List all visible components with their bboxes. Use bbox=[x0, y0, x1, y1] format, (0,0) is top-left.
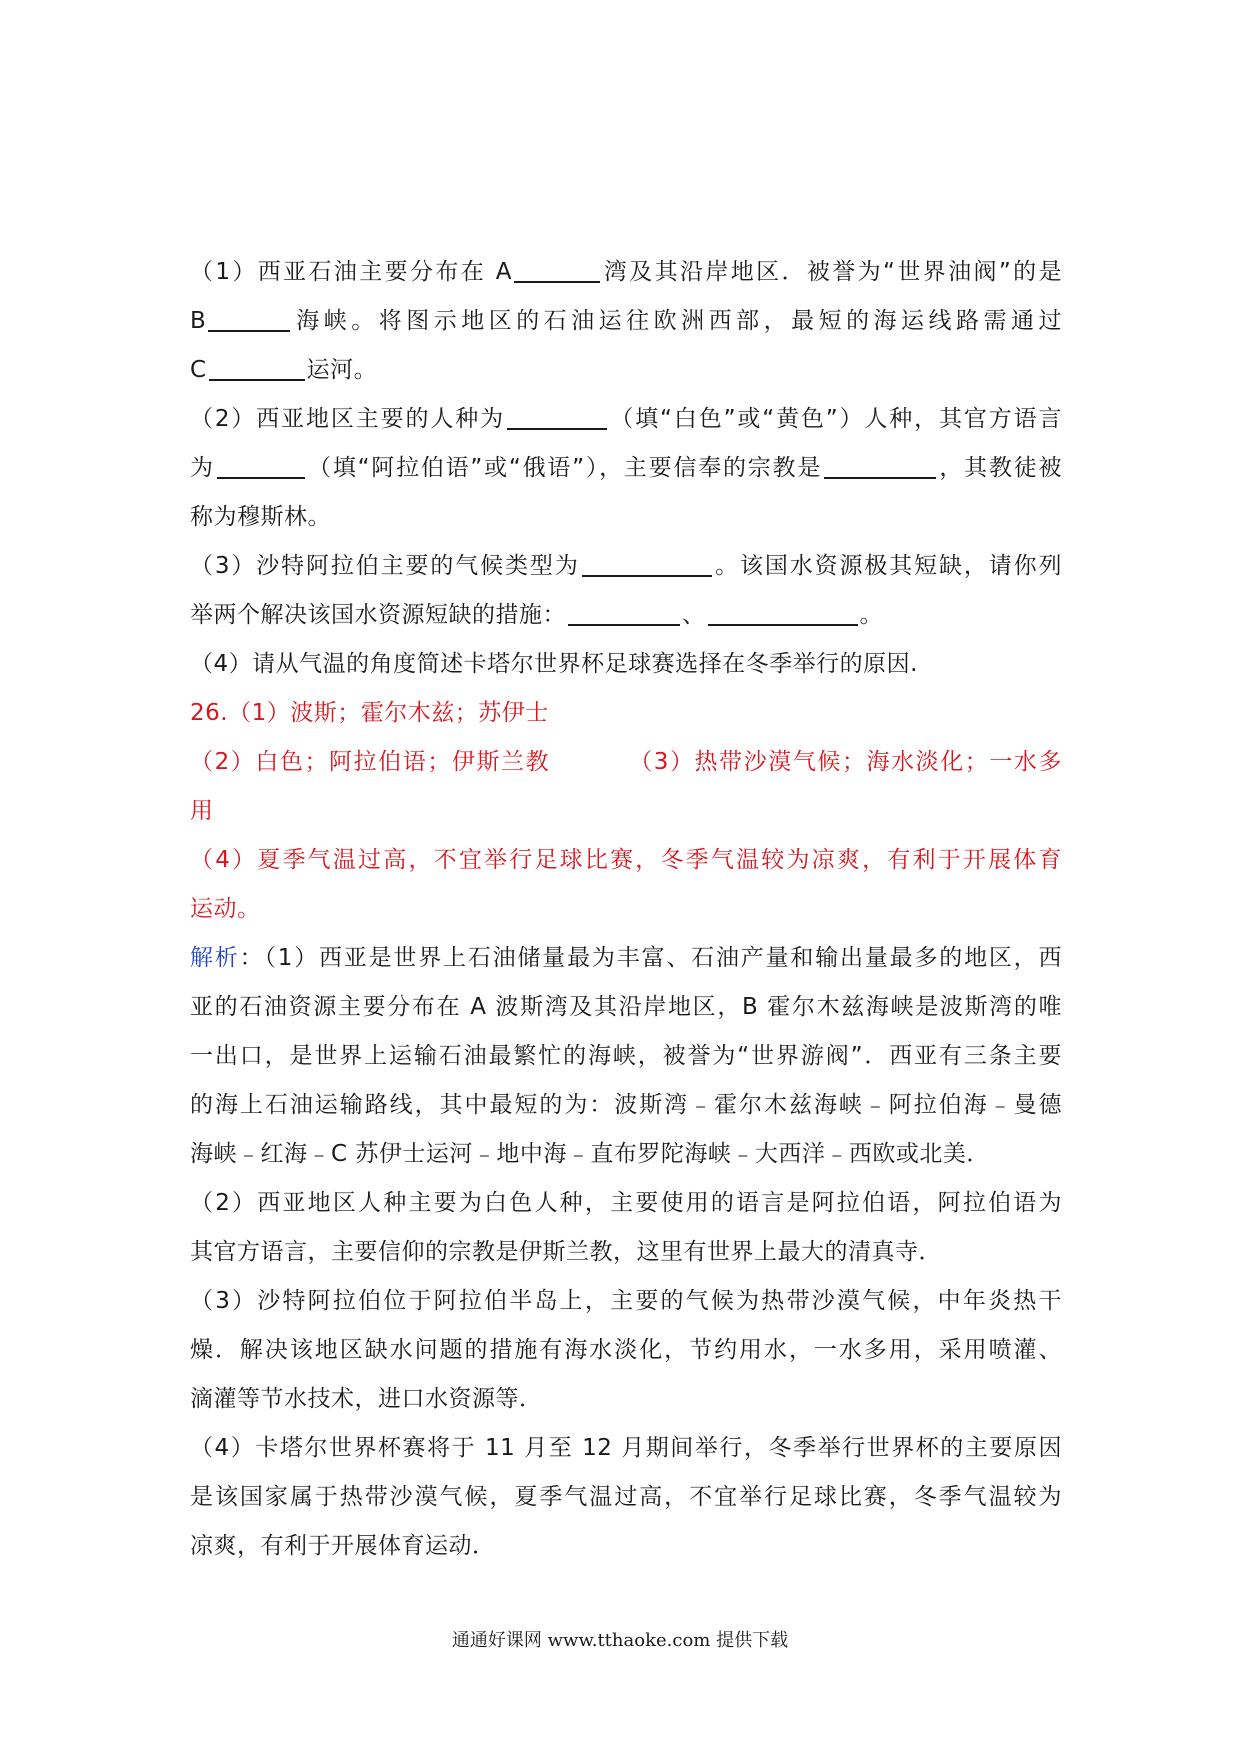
blank-measure-2 bbox=[708, 596, 858, 626]
answer-line-5 bbox=[190, 885, 1062, 934]
analysis-text: （4）卡塔尔世界杯赛将于 11 月至 12 月期间举行，冬季举行世界杯的主要原因 bbox=[190, 1435, 1062, 1461]
analysis-text: ：（1）西亚是世界上石油储量最为丰富、石油产量和输出量最多的地区，西 bbox=[239, 945, 1062, 971]
analysis-text: 海峡﹣红海﹣C 苏伊士运河﹣地中海﹣直布罗陀海峡﹣大西洋﹣西欧或北美． bbox=[190, 1141, 990, 1167]
analysis-line-5 bbox=[190, 1130, 1062, 1179]
analysis-line-11 bbox=[190, 1424, 1062, 1473]
q2-text: （2）西亚地区主要的人种为 bbox=[190, 406, 505, 432]
answer-text: 26.（1）波斯；霍尔木兹；苏伊士 bbox=[190, 700, 549, 726]
analysis-text: 是该国家属于热带沙漠气候，夏季气温过高，不宜举行足球比赛，冬季气温较为 bbox=[190, 1484, 1062, 1510]
analysis-line-12 bbox=[190, 1473, 1062, 1522]
blank-c bbox=[209, 351, 305, 381]
q4-line-1 bbox=[190, 640, 1062, 689]
q1-text: 运河。 bbox=[306, 357, 378, 383]
answer-text: （4）夏季气温过高，不宜举行足球比赛，冬季气温较为凉爽，有利于开展体育 bbox=[190, 847, 1062, 873]
analysis-line-9 bbox=[190, 1326, 1062, 1375]
analysis-text: 凉爽，有利于开展体育运动． bbox=[190, 1533, 496, 1559]
q1-text: 海峡。将图示地区的石油运往欧洲西部，最短的海运线路需通过 bbox=[292, 308, 1062, 334]
q1-text: （1）西亚石油主要分布在 A bbox=[190, 259, 513, 285]
answer-line-4 bbox=[190, 836, 1062, 885]
analysis-text: 亚的石油资源主要分布在 A 波斯湾及其沿岸地区，B 霍尔木兹海峡是波斯湾的唯 bbox=[190, 994, 1062, 1020]
analysis-label: 解析 bbox=[190, 945, 240, 971]
q3-text: （3）沙特阿拉伯主要的气候类型为 bbox=[190, 553, 580, 579]
blank-a bbox=[514, 253, 600, 283]
analysis-line-3 bbox=[190, 1032, 1062, 1081]
question-content bbox=[190, 248, 1062, 1571]
analysis-line-2 bbox=[190, 983, 1062, 1032]
analysis-line-6 bbox=[190, 1179, 1062, 1228]
q1-text: B bbox=[190, 308, 207, 334]
blank-language bbox=[217, 449, 305, 479]
answer-line-2 bbox=[190, 738, 1062, 787]
blank-measure-1 bbox=[568, 596, 680, 626]
q1-line-1 bbox=[190, 248, 1062, 297]
analysis-line-13 bbox=[190, 1522, 1062, 1571]
q2-line-3 bbox=[190, 493, 1062, 542]
q2-text: ，其教徒被 bbox=[938, 455, 1062, 481]
analysis-text: 燥．解决该地区缺水问题的措施有海水淡化，节约用水，一水多用，采用喷灌、 bbox=[190, 1337, 1062, 1363]
q1-text: 湾及其沿岸地区．被誉为“世界油阀”的是 bbox=[602, 259, 1062, 285]
answer-text: （3）热带沙漠气候；海水淡化；一水多 bbox=[628, 749, 1062, 775]
q2-line-2 bbox=[190, 444, 1062, 493]
q3-text: 。该国水资源极其短缺，请你列 bbox=[713, 553, 1063, 579]
analysis-text: 滴灌等节水技术，进口水资源等． bbox=[190, 1386, 543, 1412]
analysis-line-4 bbox=[190, 1081, 1062, 1130]
blank-religion bbox=[824, 449, 936, 479]
q3-text: 。 bbox=[859, 602, 883, 628]
blank-climate bbox=[582, 547, 712, 577]
page-footer: 通通好课网 www.tthaoke.com 提供下载 bbox=[451, 1630, 789, 1651]
analysis-line-8 bbox=[190, 1277, 1062, 1326]
q1-text: C bbox=[190, 357, 207, 383]
q2-text: （填“阿拉伯语”或“俄语”），主要信奉的宗教是 bbox=[306, 455, 823, 481]
answer-line-1 bbox=[190, 689, 1062, 738]
q3-text: 、 bbox=[682, 602, 706, 628]
q2-text: 称为穆斯林。 bbox=[190, 504, 331, 530]
analysis-text: 一出口，是世界上运输石油最繁忙的海峡，被誉为“世界游阀”．西亚有三条主要 bbox=[190, 1043, 1062, 1069]
analysis-text: 其官方语言，主要信仰的宗教是伊斯兰教，这里有世界上最大的清真寺． bbox=[190, 1239, 942, 1265]
q1-line-2 bbox=[190, 297, 1062, 346]
q2-text: （填“白色”或“黄色”）人种，其官方语言 bbox=[608, 406, 1062, 432]
q2-text: 为 bbox=[190, 455, 215, 481]
analysis-text: 的海上石油运输路线，其中最短的为：波斯湾﹣霍尔木兹海峡﹣阿拉伯海﹣曼德 bbox=[190, 1092, 1062, 1118]
answer-line-3 bbox=[190, 787, 1062, 836]
q3-line-2 bbox=[190, 591, 1062, 640]
answer-text: 用 bbox=[190, 798, 214, 824]
answer-text: 运动。 bbox=[190, 896, 261, 922]
q3-text: 举两个解决该国水资源短缺的措施： bbox=[190, 602, 566, 628]
analysis-text: （3）沙特阿拉伯位于阿拉伯半岛上，主要的气候为热带沙漠气候，中年炎热干 bbox=[190, 1288, 1062, 1314]
q4-text: （4）请从气温的角度简述卡塔尔世界杯足球赛选择在冬季举行的原因. bbox=[190, 651, 918, 677]
answer-text: （2）白色；阿拉伯语；伊斯兰教 bbox=[190, 749, 551, 775]
analysis-text: （2）西亚地区人种主要为白色人种，主要使用的语言是阿拉伯语，阿拉伯语为 bbox=[190, 1190, 1062, 1216]
q3-line-1 bbox=[190, 542, 1062, 591]
analysis-line-1 bbox=[190, 934, 1062, 983]
q1-line-3 bbox=[190, 346, 1062, 395]
blank-b bbox=[208, 302, 290, 332]
analysis-line-7 bbox=[190, 1228, 1062, 1277]
analysis-line-10 bbox=[190, 1375, 1062, 1424]
q2-line-1 bbox=[190, 395, 1062, 444]
blank-race bbox=[507, 400, 607, 430]
